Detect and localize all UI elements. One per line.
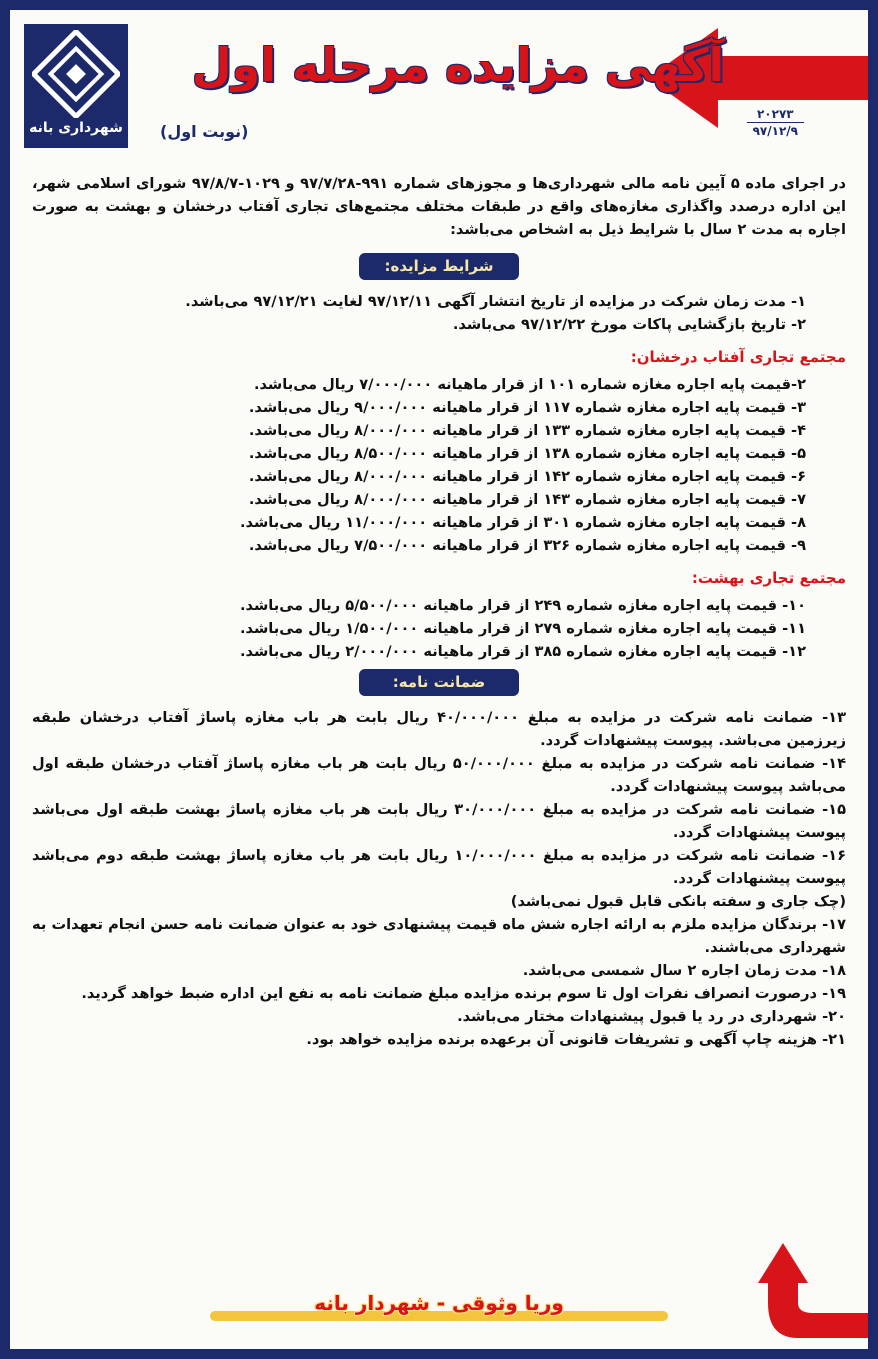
reference-box <box>747 106 804 139</box>
reference-number: ۲۰۲۷۳ <box>747 106 804 123</box>
logo-caption: شهرداری بانه <box>29 120 123 136</box>
rent-item: ۴- قیمت پایه اجاره مغازه شماره ۱۳۳ از قرار ماهیانه ۸/۰۰۰/۰۰۰ ریال می‌باشد. <box>248 422 806 439</box>
intro-paragraph: در اجرای ماده ۵ آیین نامه مالی شهرداری‌ها و مجوزهای شماره ۹۹۱-۹۷/۷/۲۸ و ۱۰۲۹-۹۷/۸/۷ شورای اسلامی شهر، این اداره درصدد واگذاری مغازه‌های واقع در طبقات مختلف مجتمع‌های تجاری آفتاب درخشان و بهشت به صورت اجاره به مدت ۲ سال با شرایط ذیل به اشخاص می‌باشد: <box>32 175 846 238</box>
reference-date: ۹۷/۱۲/۹ <box>752 124 798 138</box>
guarantee-heading: ضمانت نامه: <box>359 669 519 696</box>
rent-item: ۱۲- قیمت پایه اجاره مغازه شماره ۳۸۵ از قرار ماهیانه ۲/۰۰۰/۰۰۰ ریال می‌باشد. <box>239 643 806 660</box>
rent-item: ۶- قیمت پایه اجاره مغازه شماره ۱۴۲ از قرار ماهیانه ۸/۰۰۰/۰۰۰ ریال می‌باشد. <box>248 468 806 485</box>
rent-item: ۱۰- قیمت پایه اجاره مغازه شماره ۲۴۹ از قرار ماهیانه ۵/۵۰۰/۰۰۰ ریال می‌باشد. <box>239 597 806 614</box>
guarantee-item: ۱۴- ضمانت نامه شرکت در مزایده به مبلغ ۵۰/۰۰۰/۰۰۰ ریال بابت هر باب مغازه پاساژ آفتاب درخشان طبقه اول می‌باشد پیوست پیشنهادات گردد. <box>32 755 846 795</box>
condition-item: ۲- تاریخ بازگشایی پاکات مورخ ۹۷/۱۲/۲۲ می‌باشد. <box>452 316 806 333</box>
rent-item: ۳- قیمت پایه اجاره مغازه شماره ۱۱۷ از قرار ماهیانه ۹/۰۰۰/۰۰۰ ریال می‌باشد. <box>248 399 806 416</box>
term-item: ۱۹- درصورت انصراف نفرات اول تا سوم برنده مزایده مبلغ ضمانت نامه به نفع این اداره ضبط خواهد گردید. <box>81 985 846 1002</box>
term-item: ۲۰- شهرداری در رد یا قبول پیشنهادات مختار می‌باشد. <box>457 1008 846 1025</box>
guarantee-item: ۱۳- ضمانت نامه شرکت در مزایده به مبلغ ۴۰/۰۰۰/۰۰۰ ریال بابت هر باب مغازه پاساژ آفتاب درخشان طبقه زیرزمین می‌باشد. پیوست پیشنهادات گردد. <box>32 709 846 749</box>
term-item: ۱۷- برندگان مزایده ملزم به ارائه اجاره شش ماه قیمت پیشنهادی خود به عنوان ضمانت نامه حسن انجام تعهدات به شهرداری می‌باشند. <box>32 916 846 956</box>
conditions-heading: شرایط مزایده: <box>359 253 519 280</box>
condition-item: ۱- مدت زمان شرکت در مزایده از تاریخ انتشار آگهی ۹۷/۱۲/۱۱ لغایت ۹۷/۱۲/۲۱ می‌باشد. <box>185 293 806 310</box>
signature: وریا وثوقی - شهردار بانه <box>314 1291 564 1315</box>
rent-item: ۸- قیمت پایه اجاره مغازه شماره ۳۰۱ از قرار ماهیانه ۱۱/۰۰۰/۰۰۰ ریال می‌باشد. <box>239 514 806 531</box>
term-item: ۱۸- مدت زمان اجاره ۲ سال شمسی می‌باشد. <box>522 962 846 979</box>
rent-item: ۹- قیمت پایه اجاره مغازه شماره ۳۲۶ از قرار ماهیانه ۷/۵۰۰/۰۰۰ ریال می‌باشد. <box>248 537 806 554</box>
complex-aftab-heading: مجتمع تجاری آفتاب درخشان: <box>630 348 846 366</box>
guarantee-item: ۱۶- ضمانت نامه شرکت در مزایده به مبلغ ۱۰/۰۰۰/۰۰۰ ریال بابت هر باب مغازه پاساژ بهشت طبقه دوم می‌باشد پیوست پیشنهادات گردد. <box>32 847 846 887</box>
logo-emblem-icon <box>32 30 120 118</box>
guarantee-item: ۱۵- ضمانت نامه شرکت در مزایده به مبلغ ۳۰/۰۰۰/۰۰۰ ریال بابت هر باب مغازه پاساژ بهشت طبقه اول می‌باشد پیوست پیشنهادات گردد. <box>32 801 846 841</box>
complex-behesht-heading: مجتمع تجاری بهشت: <box>691 569 846 587</box>
notice-turn: (نوبت اول) <box>160 122 249 141</box>
notice-body <box>32 172 846 1051</box>
rent-item: ۲-قیمت پایه اجاره مغازه شماره ۱۰۱ از قرار ماهیانه ۷/۰۰۰/۰۰۰ ریال می‌باشد. <box>253 376 806 393</box>
rent-item: ۵- قیمت پایه اجاره مغازه شماره ۱۳۸ از قرار ماهیانه ۸/۵۰۰/۰۰۰ ریال می‌باشد. <box>248 445 806 462</box>
municipality-logo <box>24 24 128 148</box>
notice-title: آگهی مزایده مرحله اول <box>191 38 725 92</box>
header <box>10 10 868 160</box>
rent-item: ۷- قیمت پایه اجاره مغازه شماره ۱۴۳ از قرار ماهیانه ۸/۰۰۰/۰۰۰ ریال می‌باشد. <box>248 491 806 508</box>
guarantee-note: (چک جاری و سفته بانکی قابل قبول نمی‌باشد) <box>510 893 846 910</box>
term-item: ۲۱- هزینه چاپ آگهی و تشریفات قانونی آن برعهده برنده مزایده خواهد بود. <box>306 1031 846 1048</box>
rent-item: ۱۱- قیمت پایه اجاره مغازه شماره ۲۷۹ از قرار ماهیانه ۱/۵۰۰/۰۰۰ ریال می‌باشد. <box>239 620 806 637</box>
